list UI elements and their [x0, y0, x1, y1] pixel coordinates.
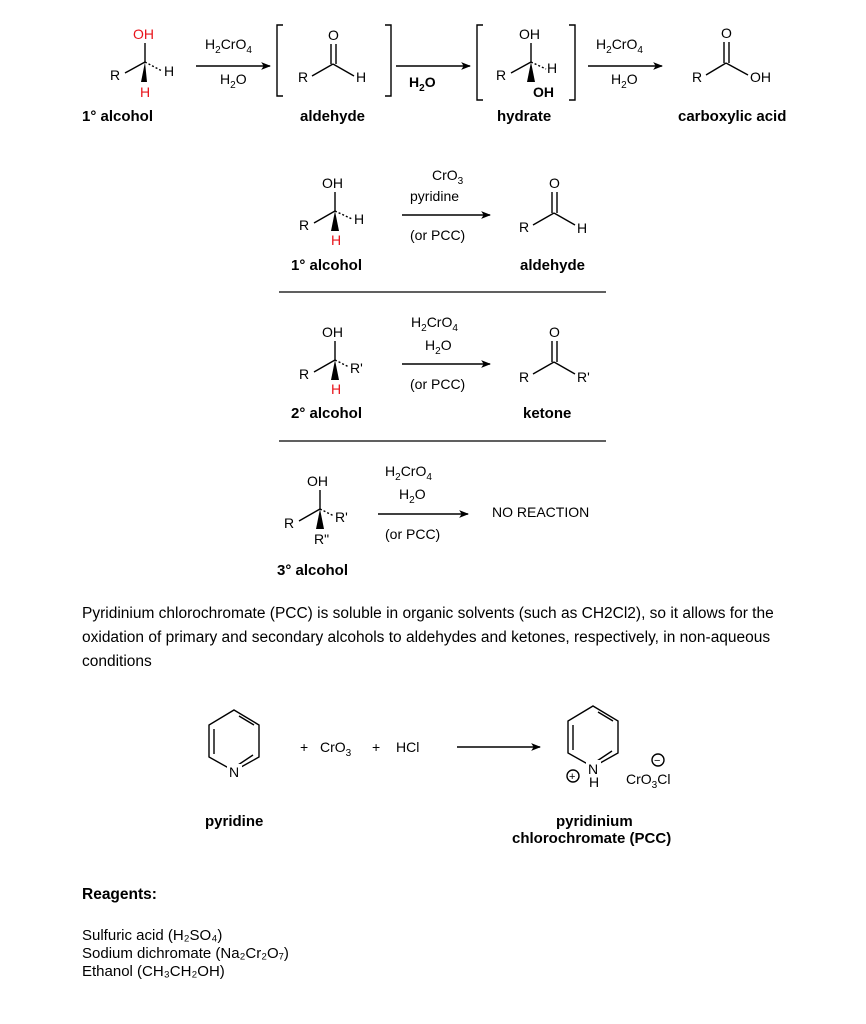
hydroxyl-label: OH [322, 324, 343, 340]
hydrogen: H [589, 774, 600, 790]
hydrogen: H [164, 63, 175, 79]
minus-charge-label: − [654, 755, 661, 767]
reagent-item: Sulfuric acid (H₂SO₄) [82, 927, 223, 944]
reagent-cro3: CrO$_3$ [432, 167, 464, 187]
ketone-structure [519, 324, 590, 385]
hydrogen: H [356, 69, 367, 85]
hydroxyl-label: OH [133, 26, 154, 42]
r-group: R [298, 69, 309, 85]
hydrogen-red: H [331, 381, 342, 397]
oxygen: O [549, 175, 560, 191]
r-group: R [692, 69, 703, 85]
counterion: CrO$_3$Cl [626, 771, 671, 791]
label-3-alcohol: 3° alcohol [277, 562, 349, 579]
label-1-alcohol: 1° alcohol [82, 108, 154, 125]
reagent-h2cro4: $H_2CrO_4$ [205, 36, 252, 56]
reagent-h2o: $H_2O$ [611, 71, 638, 91]
r-group: R [299, 217, 310, 233]
label-pyridine: pyridine [205, 813, 264, 830]
label-chlorochromate: chlorochromate (PCC) [512, 830, 672, 847]
aldehyde-structure [519, 175, 587, 236]
r-group: R [110, 67, 121, 83]
reagent-item: Ethanol (CH₃CH₂OH) [82, 963, 225, 980]
reagent-h2cro4: $H_2CrO_4$ [411, 314, 458, 334]
label-carboxylic-acid: carboxylic acid [678, 108, 787, 125]
r-group: R [299, 366, 310, 382]
hydroxyl-bottom: OH [533, 84, 554, 100]
hydroxyl-label: OH [307, 473, 328, 489]
reagents-list [82, 927, 289, 981]
hydrate-intermediate [477, 25, 575, 100]
label-pyridinium: pyridinium [556, 813, 633, 830]
r-double-prime-group: R" [314, 531, 330, 547]
oxygen: O [328, 27, 339, 43]
reagent-pyridine: pyridine [410, 188, 460, 204]
hydroxyl-label: OH [750, 69, 771, 85]
r-group: R [519, 369, 530, 385]
label-2-alcohol: 2° alcohol [291, 405, 363, 422]
no-reaction-text: NO REACTION [492, 504, 590, 520]
nitrogen: N [588, 761, 599, 777]
reagent-or-pcc: (or PCC) [410, 376, 466, 392]
oxygen: O [721, 25, 732, 41]
reagent-item: Sodium dichromate (Na₂Cr₂O₇) [82, 945, 289, 962]
label-aldehyde: aldehyde [300, 108, 366, 125]
r-prime-group: R' [350, 360, 363, 376]
hydrogen: H [354, 211, 365, 227]
reagent-h2o: $H_2O$ [220, 71, 247, 91]
hydroxyl-top: OH [519, 26, 540, 42]
plus-charge-label: + [569, 771, 576, 783]
reagent-or-pcc: (or PCC) [410, 227, 466, 243]
label-1-alcohol-2: 1° alcohol [291, 257, 363, 274]
reagent-hcl: HCl [396, 739, 420, 755]
reagents-title: Reagents: [82, 886, 157, 903]
label-ketone: ketone [523, 405, 572, 422]
r-group: R [284, 515, 295, 531]
plus-sign: + [300, 739, 309, 755]
hydrogen: H [547, 60, 558, 76]
reagent-water: $H_2O$ [409, 74, 436, 94]
reagent-or-pcc: (or PCC) [385, 526, 441, 542]
nitrogen: N [229, 764, 240, 780]
reagent-cro3: CrO$_3$ [320, 739, 352, 759]
r-group: R [519, 219, 530, 235]
reagent-h2o: $H_2O$ [425, 337, 452, 357]
carboxylic-acid-structure [692, 25, 771, 85]
tertiary-alcohol-structure [284, 473, 348, 547]
label-aldehyde-2: aldehyde [520, 257, 586, 274]
primary-alcohol-structure-2 [299, 175, 364, 248]
hydrogen-red: H [140, 84, 151, 100]
reagent-h2o: $H_2O$ [399, 486, 426, 506]
hydrogen-red: H [331, 232, 342, 248]
plus-sign: + [372, 739, 381, 755]
r-group: R [496, 67, 507, 83]
reagent-h2cro4: $H_2CrO_4$ [385, 463, 432, 483]
primary-alcohol-structure [110, 26, 174, 100]
oxygen: O [549, 324, 560, 340]
reagent-h2cro4: $H_2CrO_4$ [596, 36, 643, 56]
pcc-description-paragraph: Pyridinium chlorochromate (PCC) is soluble in organic solvents (such as CH2Cl2), so it allows for the oxidation of primary and secondary alcohols to aldehydes and ketones, respectively, in non-aqueous conditions [82, 605, 774, 670]
secondary-alcohol-structure [299, 324, 363, 397]
hydroxyl-label: OH [322, 175, 343, 191]
hydrogen: H [577, 220, 588, 236]
pyridinium-structure [567, 706, 670, 791]
r-prime-group: R' [577, 369, 590, 385]
r-prime-group: R' [335, 509, 348, 525]
pyridine-structure [209, 710, 259, 780]
aldehyde-intermediate [277, 25, 391, 96]
label-hydrate: hydrate [497, 108, 552, 125]
